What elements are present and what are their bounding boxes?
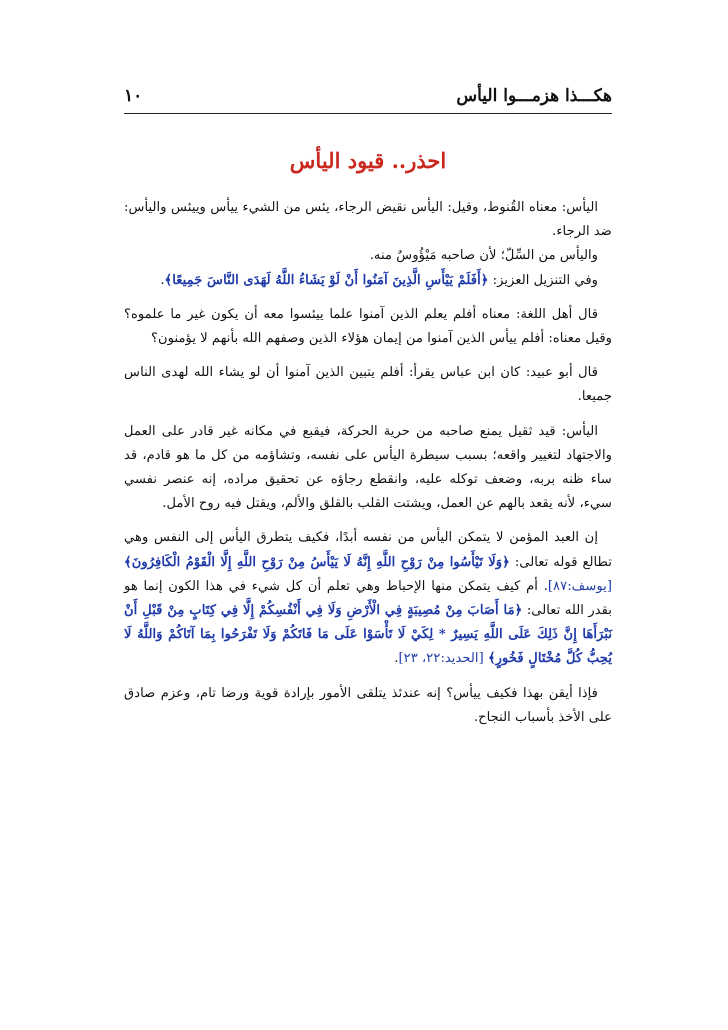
paragraph-text: قال أبو عبيد: كان ابن عباس يقرأ: أفلم يتبين الذين آمنوا أن لو يشاء الله لهدى الناس جميعا.	[124, 365, 612, 405]
header-rule	[124, 113, 612, 114]
page-number: ١٠	[124, 86, 143, 106]
quran-verse-hadid: ﴿مَا أَصَابَ مِنْ مُصِيبَةٍ فِي الْأَرْضِ وَلَا فِي أَنْفُسِكُمْ إِلَّا فِي كِتَابٍ مِنْ قَبْلِ أَنْ نَبْرَأَهَا إِنَّ ذَلِكَ عَلَى اللَّهِ يَسِيرٌ * لِكَيْ لَا تَأْسَوْا عَلَى مَا فَاتَكُمْ وَلَا تَفْرَحُوا بِمَا آتَاكُمْ وَاللَّهُ لَا يُحِبُّ كُلَّ مُخْتَالٍ فَخُورٍ﴾	[124, 603, 612, 667]
paragraph-abu-ubaid	[124, 361, 612, 409]
page-header	[124, 86, 612, 110]
quran-verse-yusuf: ﴿وَلَا تَيْأَسُوا مِنْ رَوْحِ اللَّهِ إِنَّهُ لَا يَيْأَسُ مِنْ رَوْحِ اللَّهِ إِلَّا الْقَوْمُ الْكَافِرُونَ﴾	[124, 554, 510, 570]
punctuation: .	[160, 272, 165, 288]
paragraph-text: . أم كيف يتمكن منها الإحباط وهي تعلم أن كل شيء في هذا الكون إنما هو بقدر الله تعالى:	[124, 578, 612, 619]
paragraph-text: وفي التنزيل العزيز:	[488, 272, 598, 288]
book-title: هكـــذا هزمـــوا اليأس	[456, 86, 612, 106]
paragraph-illness	[124, 244, 612, 268]
paragraph-text: اليأس: معناه القُنوط، وقيل: اليأس نقيض الرجاء، يئس من الشيء ييأس وييئس واليأس: ضد الرجاء.	[124, 200, 612, 240]
paragraph-tanzil	[124, 269, 612, 293]
section-title: احذر.. قيود اليأس	[289, 148, 447, 173]
paragraph-heavy-shackle	[124, 420, 612, 517]
quran-verse: ﴿أَفَلَمْ يَيْأَسِ الَّذِينَ آمَنُوا أَنْ لَوْ يَشَاءُ اللَّهُ لَهَدَى النَّاسَ جَمِيعًا﴾	[164, 272, 489, 288]
paragraph-text: فإذا أيقن بهذا فكيف ييأس؟ إنه عندئذ يتلقى الأمور بإرادة قوية ورضا تام، وعزم صادق على الأخذ بأسباب النجاح.	[124, 685, 612, 725]
punctuation: .	[394, 651, 399, 667]
verse-reference: [الحديد:٢٢، ٢٣]	[398, 651, 488, 667]
paragraph-text: قال أهل اللغة: معناه أفلم يعلم الذين آمنوا علما ييئسوا معه أن يكون غير ما علموه؟ وقيل معناه: أفلم ييأس الذين آمنوا من إيمان هؤلاء الذين وصفهم الله بأنهم لا يؤمنون؟	[124, 306, 612, 347]
verse-reference: [يوسف:٨٧]	[547, 578, 612, 594]
paragraph-text: واليأس من السِّلّ؛ لأن صاحبه مَيْؤُوسٌ منه.	[369, 248, 598, 264]
paragraph-definition	[124, 196, 612, 244]
paragraph-text: إن العبد المؤمن لا يتمكن اليأس من نفسه أبدًا، فكيف يتطرق اليأس إلى النفس وهي تطالع قوله تعالى:	[124, 530, 612, 570]
body-text	[124, 196, 612, 740]
paragraph-linguists	[124, 303, 612, 351]
paragraph-certainty	[124, 682, 612, 730]
paragraph-believer	[124, 526, 612, 671]
paragraph-text: اليأس: قيد ثقيل يمنع صاحبه من حرية الحركة، فيقبع في مكانه غير قادر على العمل والاجتهاد لتغيير واقعه؛ بسبب سيطرة اليأس على نفسه، وتشاؤمه من كل ما هو قادم، قد ساء ظنه بربه، وضعف توكله عليه، وانقطع رجاؤه عن تحقيق مراده، إنه عنصر نفسي سيء، لأنه يقعد بالهم عن العمل، ويشتت القلب بالقلق والألم، ويقتل فيه روح الأمل.	[124, 423, 612, 512]
